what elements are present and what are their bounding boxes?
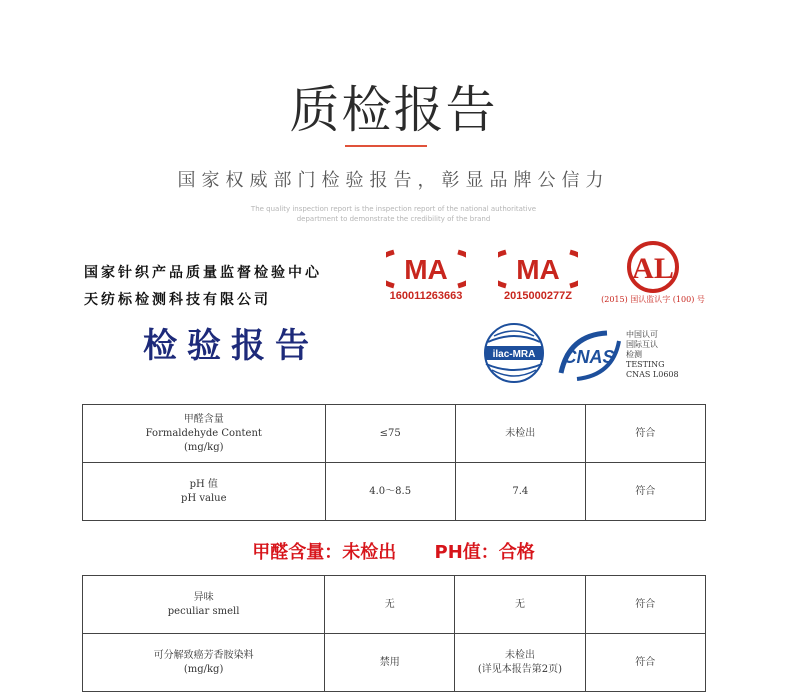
item-en: peculiar smell bbox=[167, 605, 240, 617]
cma-seal-2 bbox=[496, 248, 580, 302]
item-cn: 甲醛含量 bbox=[183, 413, 224, 425]
cma-label: MA bbox=[404, 254, 448, 285]
standard-cell: 禁用 bbox=[325, 634, 455, 692]
cnas-cn-1: 中国认可 bbox=[626, 330, 658, 339]
cnas-en-2: CNAS L0608 bbox=[626, 370, 679, 379]
inspection-table-1 bbox=[82, 404, 706, 521]
ilac-globe-icon bbox=[482, 322, 546, 384]
table-row bbox=[83, 463, 706, 521]
standard-cell: 无 bbox=[325, 576, 455, 634]
result-cell bbox=[455, 634, 585, 692]
standard-cell: 4.0～8.5 bbox=[325, 463, 455, 521]
item-unit: (mg/kg) bbox=[184, 441, 224, 453]
verdict-cell: 符合 bbox=[585, 576, 705, 634]
cma-code-2: 2015000277Z bbox=[504, 290, 572, 302]
table-row bbox=[83, 634, 706, 692]
ilac-label: ilac-MRA bbox=[492, 349, 536, 360]
result-value: 未检出 bbox=[504, 649, 535, 661]
item-en: (mg/kg) bbox=[183, 663, 224, 675]
cma-logo-icon bbox=[498, 248, 578, 290]
cnas-logo bbox=[555, 327, 623, 387]
item-cn: 可分解致癌芳香胺染料 bbox=[153, 649, 254, 661]
result-cell: 无 bbox=[455, 576, 585, 634]
cal-seal bbox=[600, 240, 706, 305]
cma-label-2: MA bbox=[516, 254, 560, 285]
cnas-cn-2: 国际互认 bbox=[626, 340, 658, 349]
item-cell bbox=[83, 463, 326, 521]
cal-code: (2015) 国认监认字 (100) 号 bbox=[601, 295, 705, 304]
cnas-description bbox=[626, 330, 679, 380]
item-en: Formaldehyde Content bbox=[145, 427, 262, 439]
cal-label: AL bbox=[632, 252, 674, 285]
verdict-cell: 符合 bbox=[585, 463, 705, 521]
cnas-cn-3: 检测 bbox=[626, 350, 642, 359]
inspection-table-2 bbox=[82, 575, 706, 692]
org-name-center: 国家针织产品质量监督检验中心 bbox=[84, 265, 322, 281]
cnas-logo-icon bbox=[555, 327, 623, 383]
result-cell: 未检出 bbox=[455, 405, 585, 463]
result-highlight bbox=[0, 538, 787, 564]
ilac-mra-logo bbox=[482, 322, 546, 388]
ph-highlight: PH值：合格 bbox=[434, 542, 535, 563]
report-title: 检验报告 bbox=[143, 326, 319, 366]
english-subtitle bbox=[0, 204, 787, 224]
org-name-company: 天纺标检测科技有限公司 bbox=[84, 292, 271, 308]
item-cn: 异味 bbox=[193, 591, 214, 603]
result-cell: 7.4 bbox=[455, 463, 585, 521]
table-row bbox=[83, 576, 706, 634]
cnas-label: CNAS bbox=[563, 347, 615, 367]
table-row bbox=[83, 405, 706, 463]
page-title: 质检报告 bbox=[289, 81, 498, 139]
title-divider bbox=[345, 145, 427, 147]
standard-cell: ≤75 bbox=[325, 405, 455, 463]
result-note: (详见本报告第2页) bbox=[477, 663, 563, 675]
cal-logo-icon bbox=[624, 240, 682, 294]
verdict-cell: 符合 bbox=[585, 634, 705, 692]
formaldehyde-highlight: 甲醛含量：未检出 bbox=[252, 542, 397, 563]
verdict-cell: 符合 bbox=[585, 405, 705, 463]
cnas-en-1: TESTING bbox=[626, 360, 665, 369]
item-cell bbox=[83, 576, 325, 634]
cma-logo-icon bbox=[386, 248, 466, 290]
english-subtitle-line2: department to demonstrate the credibility of the brand bbox=[296, 215, 491, 223]
english-subtitle-line1: The quality inspection report is the inspection report of the national authoritative bbox=[250, 205, 537, 213]
item-cell bbox=[83, 634, 325, 692]
item-cn: pH 值 bbox=[189, 478, 218, 490]
cma-code-1: 160011263663 bbox=[389, 290, 463, 302]
page-subtitle: 国家权威部门检验报告，彰显品牌公信力 bbox=[177, 170, 610, 191]
cma-seal-1 bbox=[384, 248, 468, 302]
item-cell bbox=[83, 405, 326, 463]
item-en: pH value bbox=[181, 492, 227, 504]
